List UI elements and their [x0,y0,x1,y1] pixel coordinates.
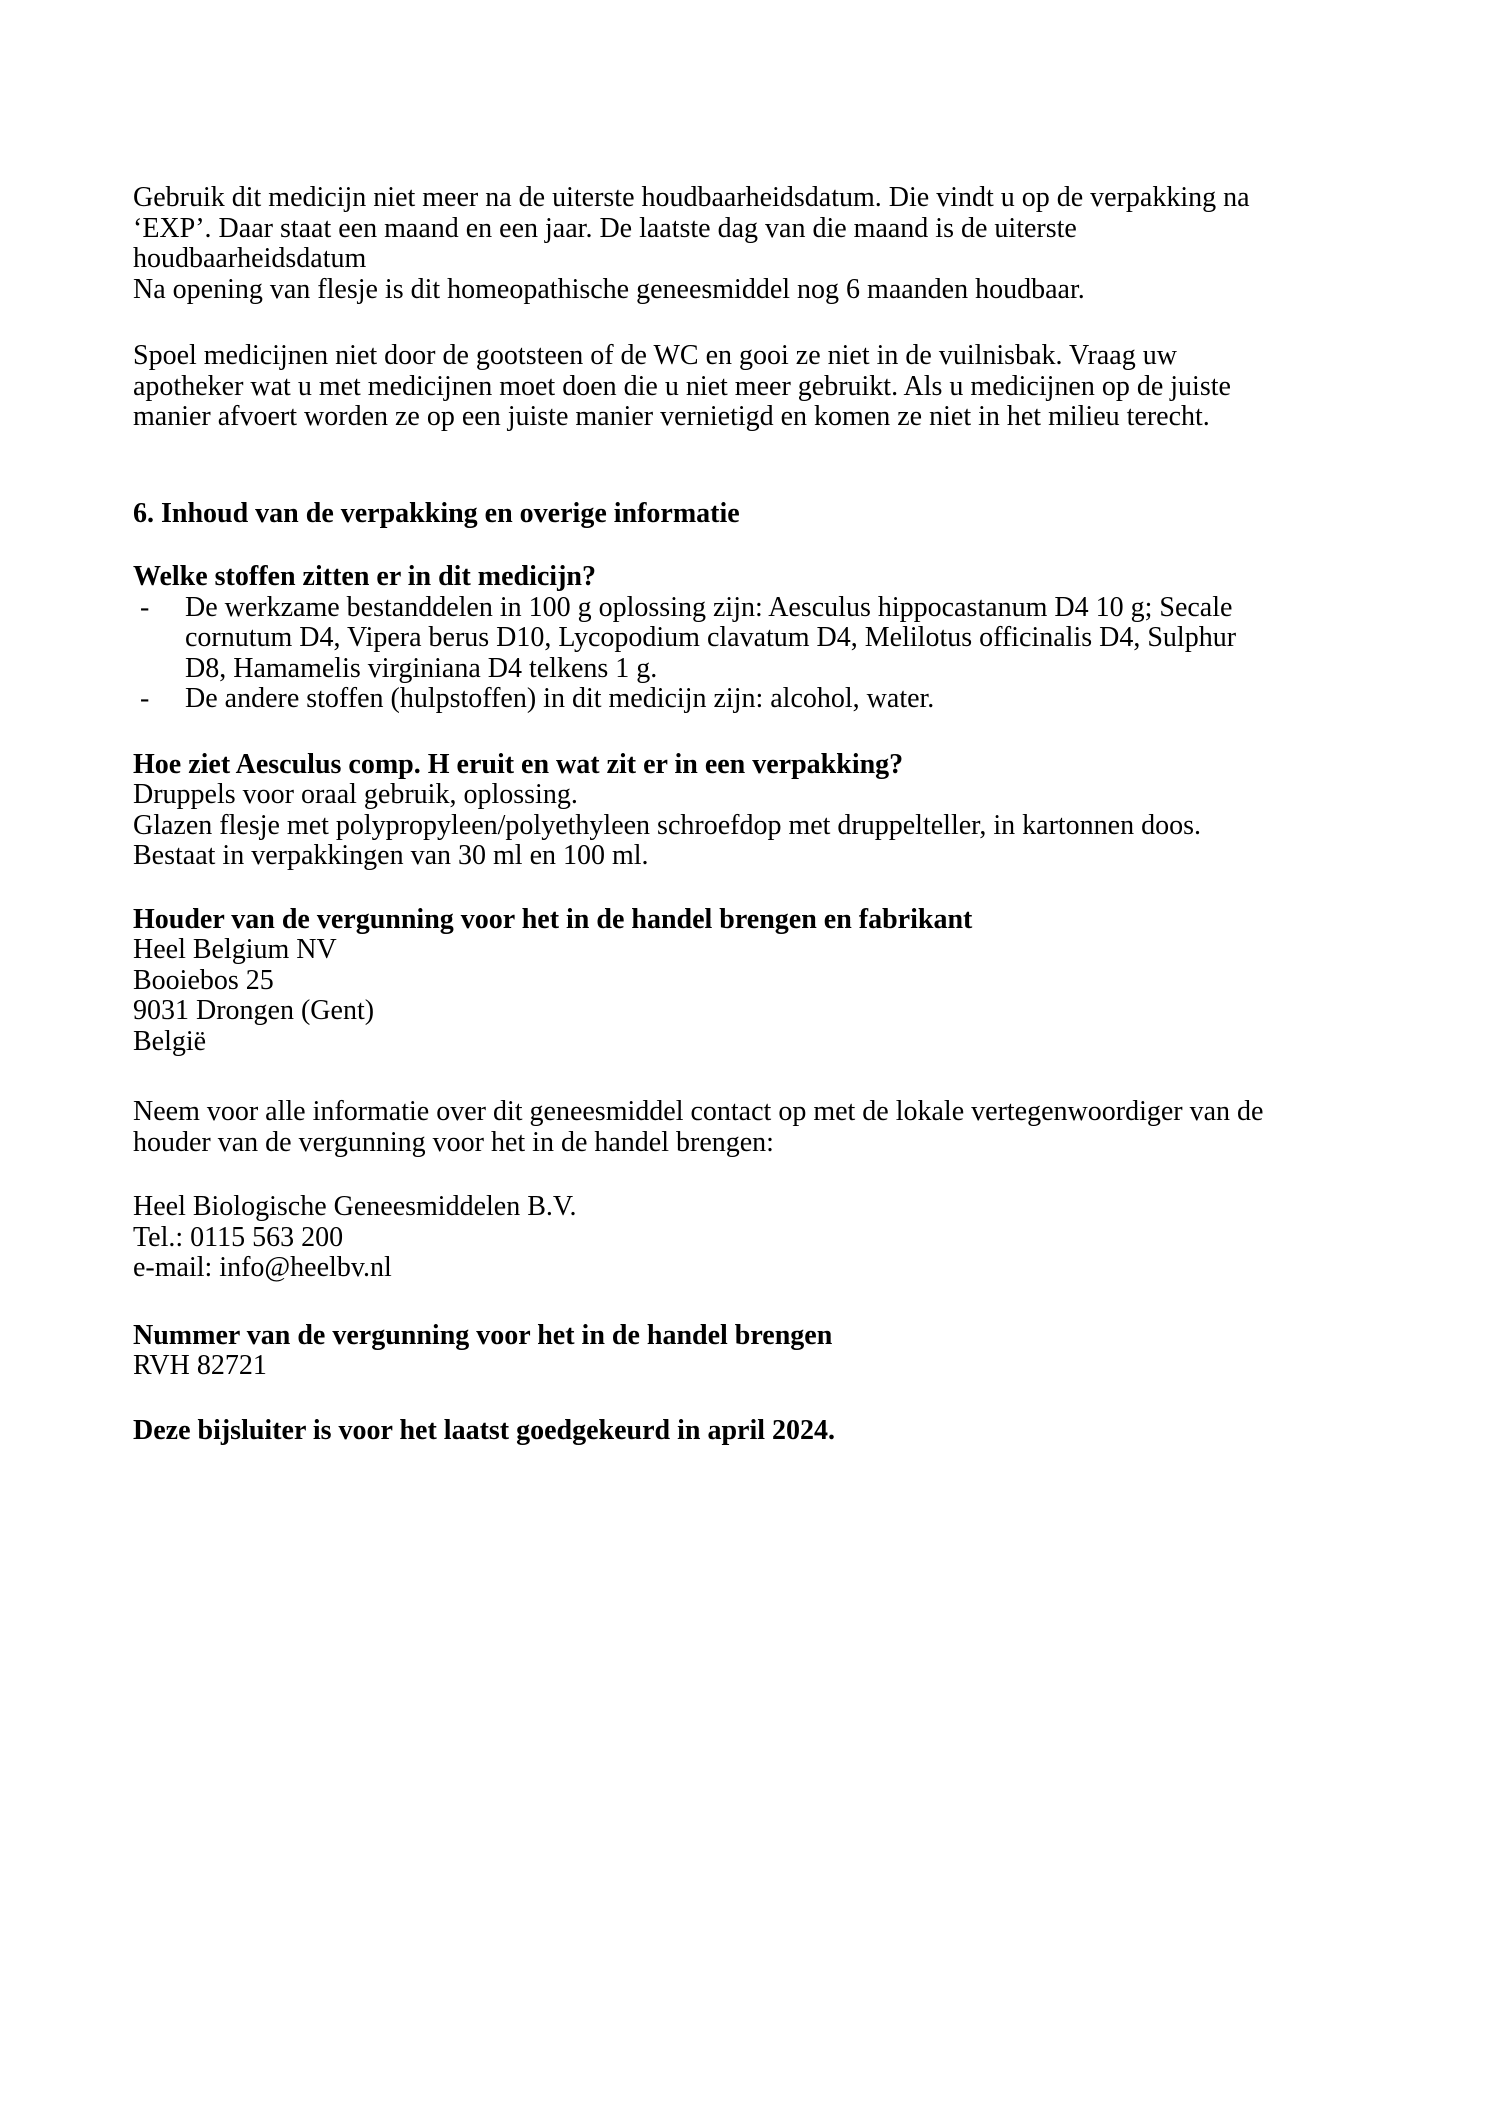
text-line: Neem voor alle informatie over dit geneesmiddel contact op met de lokale vertegenwoordiger van de [133,1096,1264,1127]
text-line: Spoel medicijnen niet door de gootsteen of de WC en gooi ze niet in de vuilnisbak. Vraag uw [133,340,1177,371]
approval-statement [133,1416,1364,1447]
text-line: D8, Hamamelis virginiana D4 telkens 1 g. [185,652,658,684]
disposal-paragraph [133,341,1364,433]
list-item [133,684,1364,715]
contact-paragraph [133,1097,1364,1158]
text-line: De andere stoffen (hulpstoffen) in dit medicijn zijn: alcohol, water. [185,683,935,714]
list-item [133,593,1364,685]
text-line: ‘EXP’. Daar staat een maand en een jaar. De laatste dag van die maand is de uiterste [133,212,1077,244]
section-6-heading [133,499,1364,530]
address-city: 9031 Drongen (Gent) [133,995,375,1026]
address-street: Booiebos 25 [133,964,274,996]
license-heading: Nummer van de vergunning voor het in de handel brengen [133,1319,833,1351]
text-line: Glazen flesje met polypropyleen/polyethyleen schroefdop met druppelteller, in kartonnen doos. [133,809,1201,841]
list-item-body [185,684,1364,715]
heading-line: Deze bijsluiter is voor het laatst goedgekeurd in april 2024. [133,1414,836,1446]
license-number: RVH 82721 [133,1350,267,1381]
address-country: België [133,1025,207,1057]
text-line: apotheker wat u met medicijnen moet doen die u niet meer gebruikt. Als u medicijnen op de juiste [133,370,1231,402]
list-dash-marker: - [140,683,150,714]
appearance-section [133,750,1364,872]
text-line: Na opening van flesje is dit homeopathische geneesmiddel nog 6 maanden houdbaar. [133,273,1085,305]
ingredients-heading [133,562,1364,593]
representative-section [133,1192,1364,1284]
text-line: Gebruik dit medicijn niet meer na de uiterste houdbaarheidsdatum. Die vindt u op de verpakking na [133,182,1250,213]
appearance-heading: Hoe ziet Aesculus comp. H eruit en wat zit er in een verpakking? [133,748,904,780]
ingredients-list [133,593,1364,715]
representative-email: e-mail: info@heelbv.nl [133,1252,392,1283]
representative-phone: Tel.: 0115 563 200 [133,1221,344,1253]
text-line: cornutum D4, Vipera berus D10, Lycopodium clavatum D4, Melilotus officinalis D4, Sulphur [185,622,1237,653]
heading-line: 6. Inhoud van de verpakking en overige informatie [133,497,740,529]
holder-heading: Houder van de vergunning voor het in de handel brengen en fabrikant [133,903,973,935]
text-line: Bestaat in verpakkingen van 30 ml en 100 ml. [133,840,649,871]
text-line: houdbaarheidsdatum [133,243,367,274]
text-line: manier afvoert worden ze op een juiste manier vernietigd en komen ze niet in het milieu terecht. [133,401,1210,432]
heading-line: Welke stoffen zitten er in dit medicijn? [133,561,596,592]
representative-name: Heel Biologische Geneesmiddelen B.V. [133,1191,577,1222]
holder-section [133,905,1364,1058]
text-line: houder van de vergunning voor het in de handel brengen: [133,1126,774,1158]
expiry-paragraph [133,183,1364,305]
license-section [133,1321,1364,1382]
list-item-body [185,593,1364,685]
text-line: De werkzame bestanddelen in 100 g oplossing zijn: Aesculus hippocastanum D4 10 g; Secale [185,591,1233,623]
list-dash-marker: - [140,591,150,623]
text-line: Druppels voor oraal gebruik, oplossing. [133,779,578,810]
company-name: Heel Belgium NV [133,934,337,965]
